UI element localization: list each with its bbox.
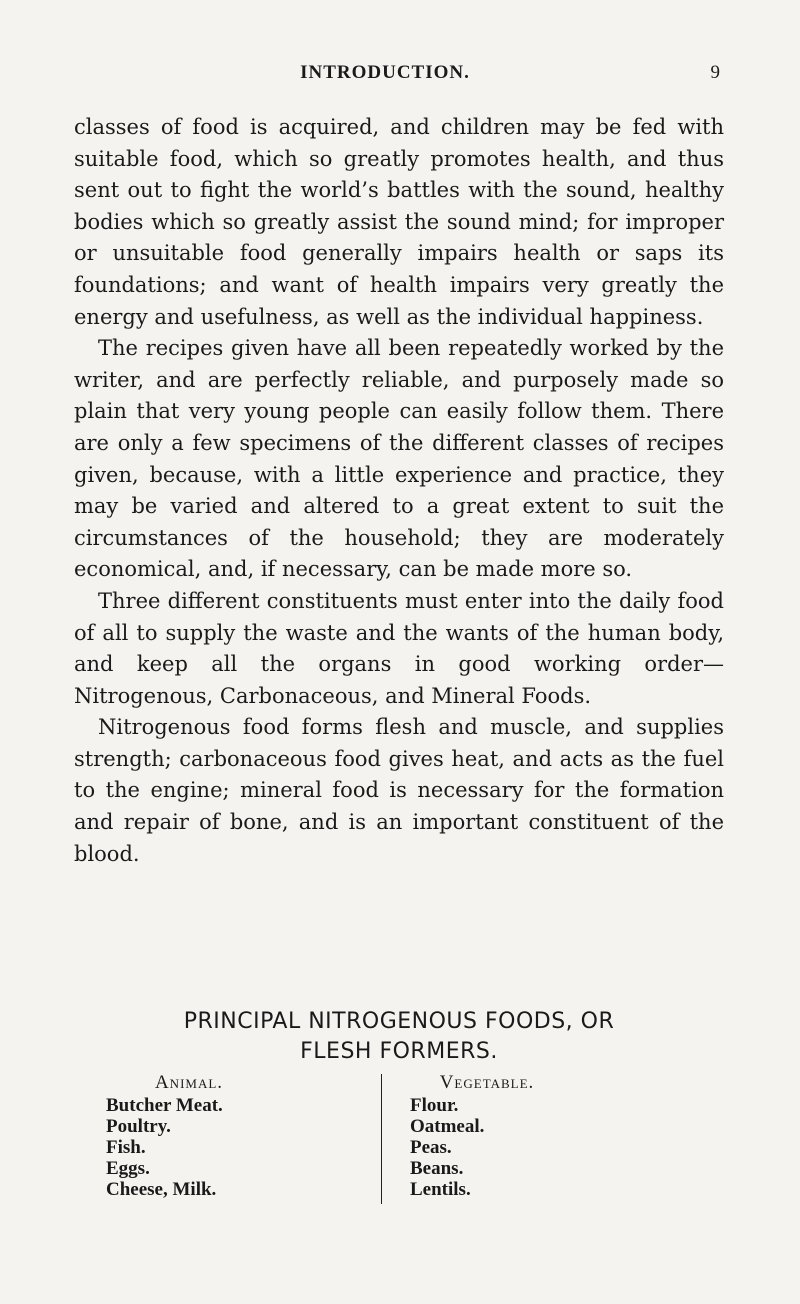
animal-column-heading: Animal. [154,1072,224,1093]
animal-column [106,1072,366,1200]
paragraph-food-functions: Nitrogenous food forms flesh and muscle, and supplies strength; carbonaceous food gives heat, and acts as the fuel to the engine; mineral food is necessary for the formation and repair of bone, and is an important constituent of the blood. [74,715,724,866]
list-item: Lentils. [410,1179,471,1200]
vegetable-food-list [410,1095,670,1200]
vegetable-column [410,1072,670,1200]
list-item: Flour. [410,1095,459,1116]
foods-table [90,1072,730,1232]
list-item: Oatmeal. [410,1116,485,1137]
column-divider [381,1074,382,1204]
running-head [0,62,800,92]
paragraph-continuation: classes of food is acquired, and children may be fed with suitable food, which so greatly promotes health, and thus sent out to fight the world’s battles with the sound, healthy bodies which so greatly assist the sound mind; for improper or unsuitable food generally impairs health or saps its foundations; and want of health impairs very greatly the energy and usefulness, as well as the individual happiness. [74,115,724,329]
list-item: Peas. [410,1137,452,1158]
list-item: Eggs. [106,1158,150,1179]
list-item: Cheese, Milk. [106,1179,217,1200]
animal-food-list [106,1095,366,1200]
section-heading [74,1007,724,1067]
list-item: Beans. [410,1158,464,1179]
page-number: 9 [710,62,720,83]
section-heading-line-1: PRINCIPAL NITROGENOUS FOODS, OR [183,1009,615,1034]
list-item: Fish. [106,1137,146,1158]
body-text [74,112,724,870]
running-title: INTRODUCTION. [300,62,470,83]
paragraph-recipes: The recipes given have all been repeatedly worked by the writer, and are perfectly reliable, and purposely made so plain that very young people can easily follow them. There are only a few specimens of the different classes of recipes given, because, with a little experience and practice, they may be varied and altered to a great extent to suit the circumstances of the household; they are moderately economical, and, if necessary, can be made more so. [74,336,724,582]
list-item: Poultry. [106,1116,171,1137]
section-heading-line-2: FLESH FORMERS. [300,1039,498,1064]
vegetable-column-heading: Vegetable. [439,1072,535,1093]
list-item: Butcher Meat. [106,1095,223,1116]
paragraph-constituents: Three different constituents must enter into the daily food of all to supply the waste and the wants of the human body, and keep all the organs in good working order—Nitrogenous, Carbonaceous, and Mineral Foods. [74,588,724,708]
